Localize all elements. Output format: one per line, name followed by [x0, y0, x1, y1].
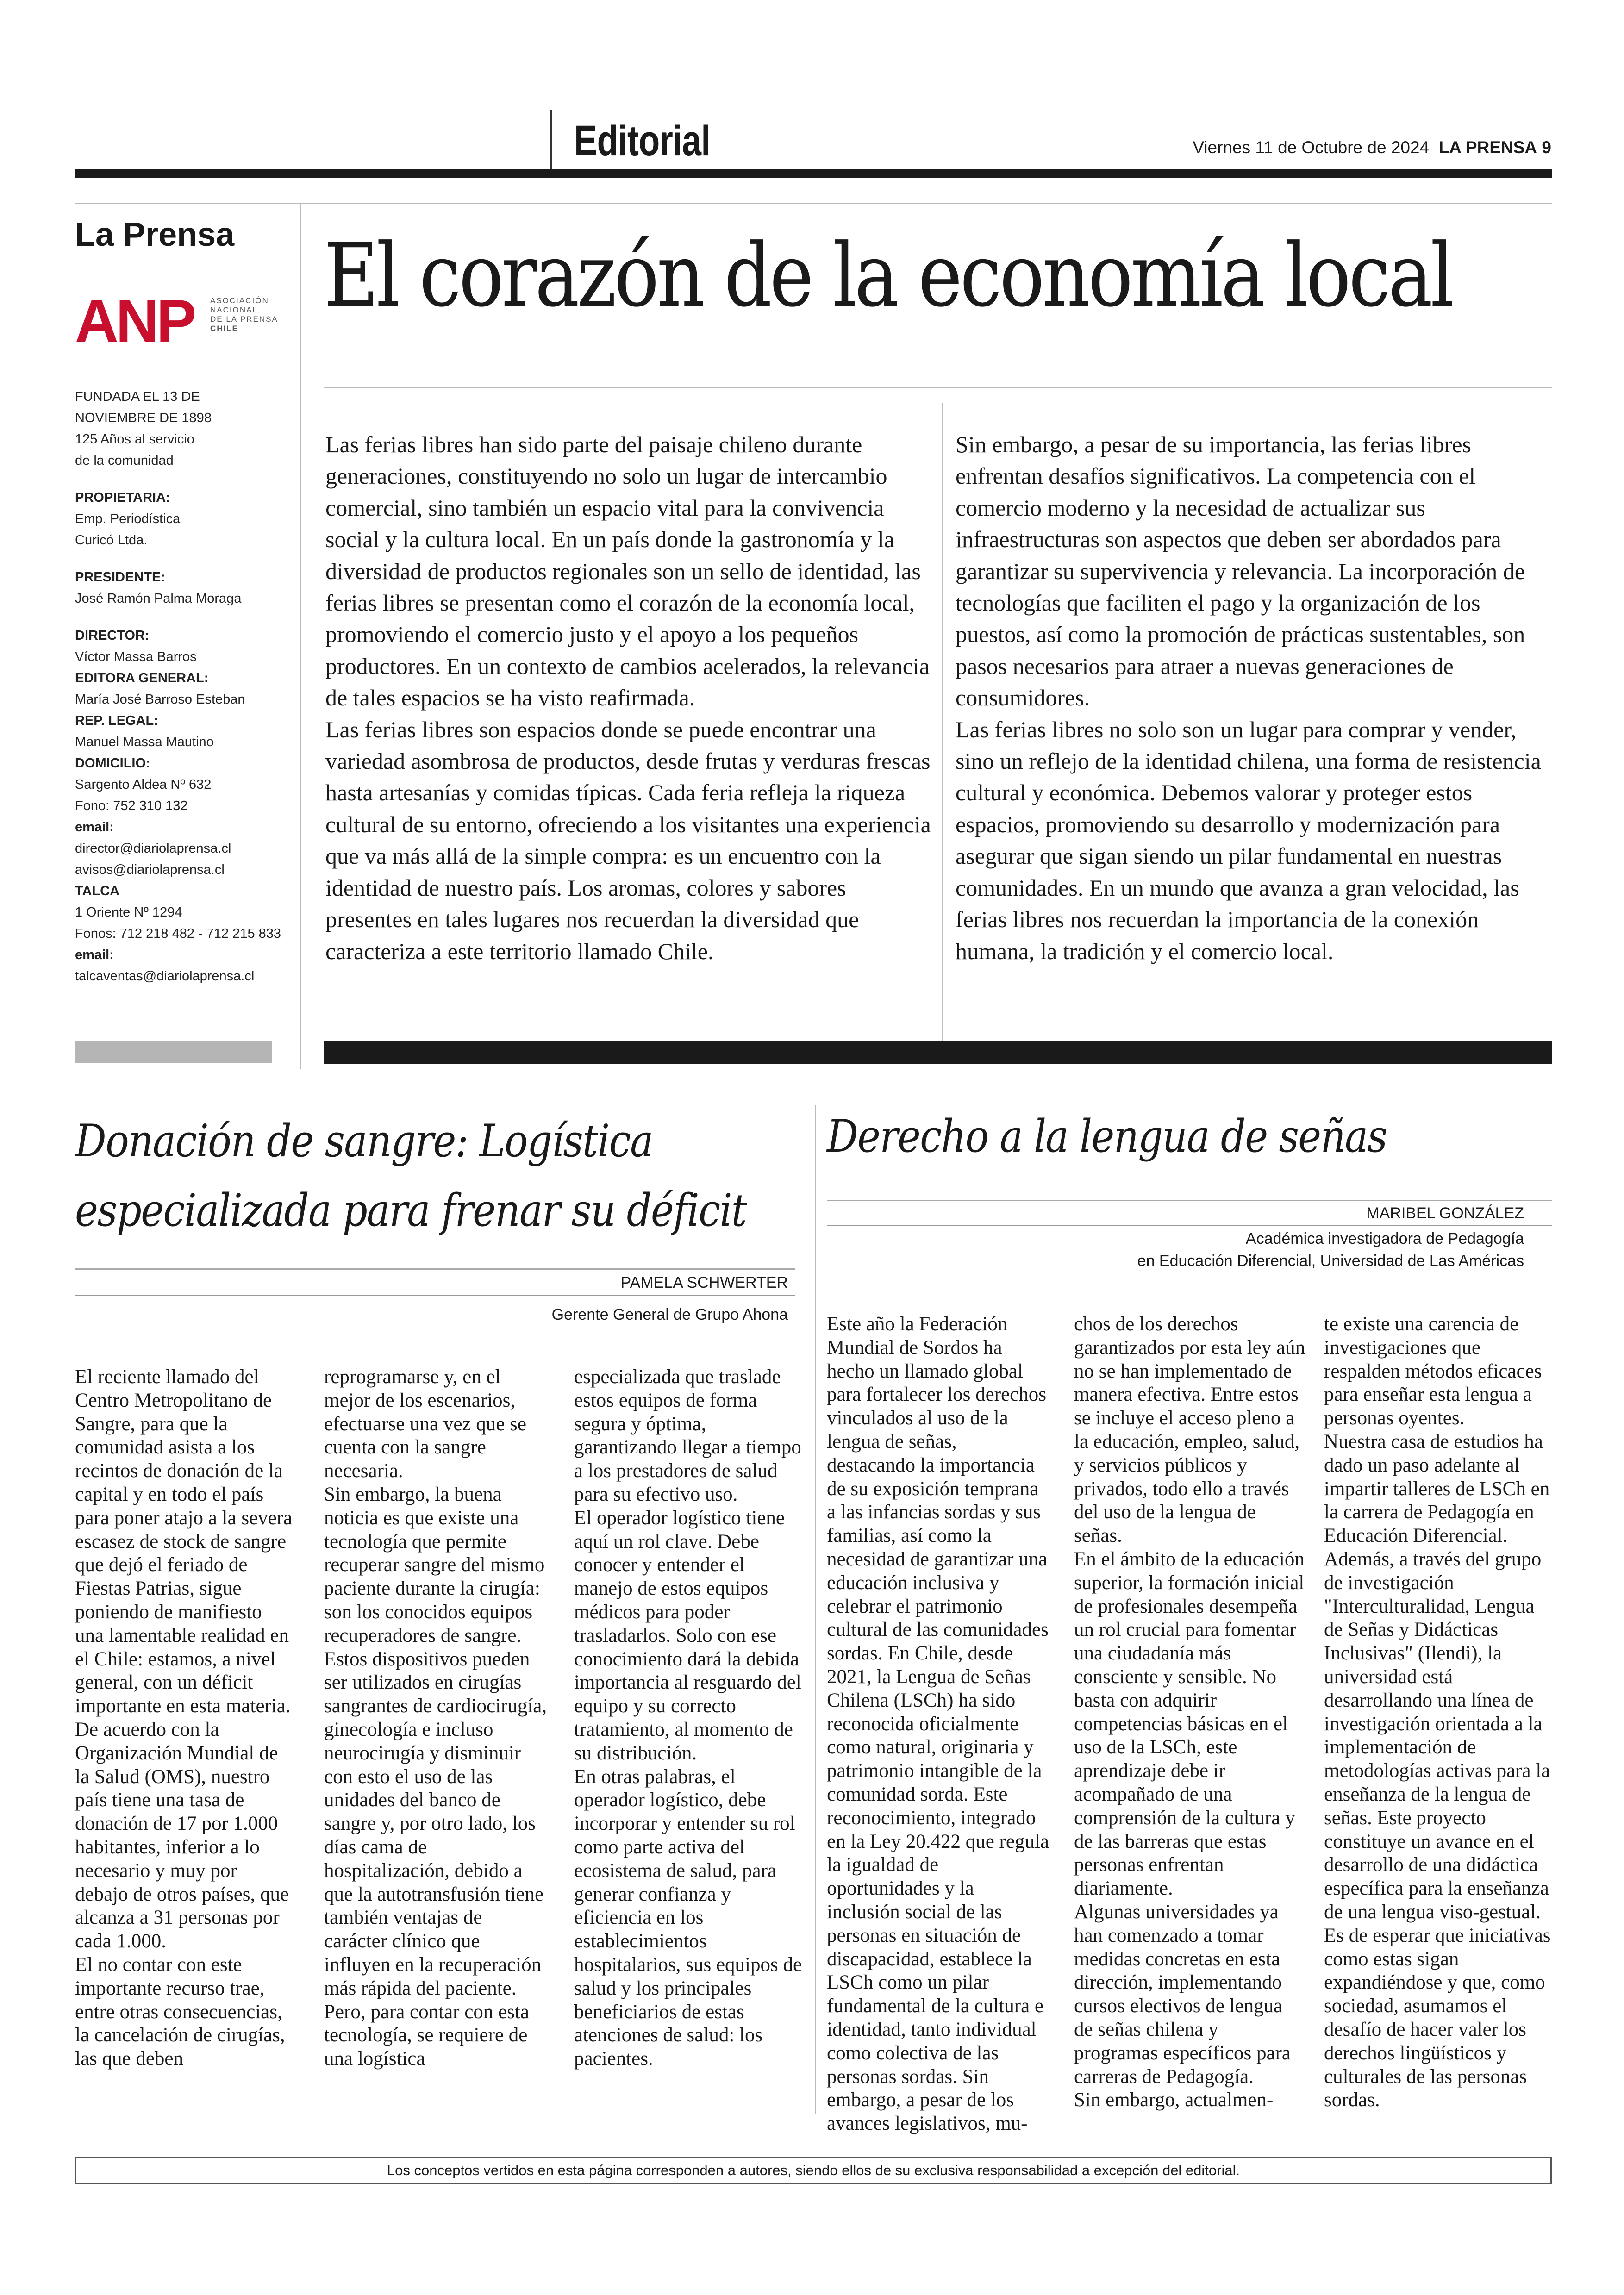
staff-label: email:: [75, 948, 114, 962]
editorial-paragraph: Las ferias libres han sido parte del paisaje chileno durante generaciones, constituyendo no solo un lugar de intercambio comercial, sino también un espacio vital para la convivencia social y la cultura local. En un país donde la gastronomía y la diversidad de productos regionales son un sello de identidad, las ferias libres se presentan como el corazón de la economía local, promoviendo el comercio justo y el apoyo a los pequeños productores. En un contexto de cambios acelerados, la relevancia de tales espacios se ha visto reafirmada.: [325, 431, 930, 711]
article2-title-rule: [827, 1200, 1552, 1201]
staff-value: director@diariolaprensa.cl: [75, 841, 231, 856]
staff-value: Emp. Periodística: [75, 511, 181, 526]
article1-title-rule: [75, 1268, 795, 1270]
staff-value: Fonos: 712 218 482 - 712 215 833: [75, 926, 281, 941]
editorial-paragraph: Sin embargo, a pesar de su importancia, las ferias libres enfrentan desafíos significativos. La competencia con el comercio moderno y la necesidad de actualizar sus infraestructuras son aspectos que deben ser abordados para garantizar su supervivencia y relevancia. La incorporación de tecnologías que faciliten el pago y la organización de los puestos, así como la promoción de prácticas sustentables, son pasos necesarios para atraer a nuevas generaciones de consumidores.: [956, 431, 1525, 711]
article1-paragraph: reprogramarse y, en el mejor de los escenarios, efectuarse una vez que se cuenta con la sangre necesaria.: [324, 1366, 526, 1482]
anp-logo-letters: ANP: [75, 287, 194, 355]
staff-value: Sargento Aldea Nº 632: [75, 777, 212, 792]
article1-paragraph: Pero, para contar con esta tecnología, se requiere de una logística: [324, 2001, 529, 2070]
editorial-paragraph: Las ferias libres son espacios donde se puede encontrar una variedad asombrosa de productos, desde frutas y verduras frescas hasta artesanías y comidas típicas. Cada feria refleja la riqueza cultural de su entorno, ofreciendo a los visitantes una experiencia que va más allá de la simple compra: es un encuentro con la identidad de nuestro país. Los aromas, colores y sabores presentes en tales lugares nos recuerdan la diversidad que caracteriza a este territorio llamado Chile.: [325, 716, 931, 964]
anp-logo: [75, 287, 279, 356]
article2-paragraph: te existe una carencia de investigaciones que respalden métodos eficaces para enseñar esta lengua a personas oyentes.: [1324, 1313, 1542, 1429]
article1-paragraph: El no contar con este importante recurso trae, entre otras consecuencias, la cancelación de cirugías, las que deben: [75, 1953, 285, 2070]
masthead-divider: [300, 204, 301, 1069]
article1-column-1: [75, 1366, 293, 2071]
founded-line: NOVIEMBRE DE 1898: [75, 411, 212, 425]
staff-label: DOMICILIO:: [75, 756, 150, 771]
article2-byline-rule: [827, 1225, 1552, 1226]
paper-name: LA PRENSA: [1438, 138, 1537, 157]
article2-column-3: [1324, 1313, 1551, 2112]
staff-label: PRESIDENTE:: [75, 570, 165, 585]
editorial-paragraph: Las ferias libres no solo son un lugar para comprar y vender, sino un reflejo de la identidad chilena, una forma de resistencia cultural y económica. Debemos valorar y proteger estos espacios, promoviendo su desarrollo y modernización para asegurar que sigan siendo un pilar fundamental en nuestras comunidades. En un mundo que avanza a gran velocidad, las ferias libres nos recuerdan la importancia de la conexión humana, la tradición y el comercio local.: [956, 716, 1541, 964]
article1-author: PAMELA SCHWERTER: [620, 1274, 788, 1291]
editorial-title-rule: [324, 387, 1552, 388]
article1-paragraph: De acuerdo con la Organización Mundial de la Salud (OMS), nuestro país tiene una tasa de donación de 17 por 1.000 habitantes, inferior a lo necesario y muy por debajo de otros países, que alcanza a 31 personas por cada 1.000.: [75, 1718, 289, 1952]
page-number: 9: [1542, 138, 1551, 157]
staff-value: avisos@diariolaprensa.cl: [75, 862, 225, 877]
editorial-bottom-bar: [324, 1041, 1552, 1064]
article2-title: Derecho a la lengua de señas: [827, 1110, 1387, 1162]
staff-label: TALCA: [75, 884, 120, 898]
page-info: [1193, 138, 1551, 157]
staff-value: talcaventas@diariolaprensa.cl: [75, 969, 255, 984]
founded-line: FUNDADA EL 13 DE: [75, 389, 200, 404]
founded-line: de la comunidad: [75, 453, 174, 468]
article1-column-2: [324, 1366, 549, 2071]
masthead-info: [75, 386, 293, 987]
staff-value: Víctor Massa Barros: [75, 649, 197, 664]
article1-column-3: [574, 1366, 806, 2071]
article2-paragraph: Sin embargo, actualmen-: [1074, 2089, 1274, 2111]
staff-value: José Ramón Palma Moraga: [75, 591, 242, 606]
anp-logo-subtitle: ASOCIACIÓN NACIONAL DE LA PRENSA CHILE: [210, 296, 278, 333]
article2-author: MARIBEL GONZÁLEZ: [1366, 1204, 1524, 1222]
article1-paragraph: En otras palabras, el operador logístico, debe incorporar y entender su rol como parte activa del ecosistema de salud, para generar confianza y eficiencia en los establecimientos hospitalarios, sus equipos de salud y los principales beneficiarios de estas atenciones de salud: los pacientes.: [574, 1765, 802, 2070]
masthead-gray-bar: [75, 1041, 272, 1063]
staff-value: Fono: 752 310 132: [75, 798, 188, 813]
header-thin-rule: [75, 203, 1552, 204]
staff-value: 1 Oriente Nº 1294: [75, 905, 182, 920]
article1-paragraph: Sin embargo, la buena noticia es que existe una tecnología que permite recuperar sangre del mismo paciente durante la cirugía: son los conocidos equipos recuperadores de sangre. Estos dispositivos pueden ser utilizados en cirugías sangrantes de cardiocirugía, ginecología e incluso neurocirugía y disminuir con esto el uso de las unidades del banco de sangre y, por otro lado, los días cama de hospitalización, debido a que la autotransfusión tiene también ventajas de carácter clínico que influyen en la recuperación más rápida del paciente.: [324, 1483, 547, 1999]
article1-title: Donación de sangre: Logística especializada para frenar su déficit: [75, 1115, 746, 1236]
editorial-headline: El corazón de la economía local: [324, 225, 1452, 326]
staff-label: DIRECTOR:: [75, 628, 150, 643]
staff-value: María José Barroso Esteban: [75, 692, 245, 707]
staff-value: Curicó Ltda.: [75, 533, 148, 548]
article2-paragraph: Nuestra casa de estudios ha dado un paso adelante al impartir talleres de LSCh en la carrera de Pedagogía en Educación Diferencial. Además, a través del grupo de investigación "Interculturalidad, Lengua de Señas y Didácticas Inclusivas" (Ilendi), la universidad está desarrollando una línea de investigación orientada a la implementación de metodologías activas para la enseñanza de la lengua de señas. Este proyecto constituye un avance en el desarrollo de una didáctica específica para la enseñanza de una lengua viso-gestual. Es de esperar que iniciativas como estas sigan expandiéndose y que, como sociedad, asumamos el desafío de hacer valer los derechos lingüísticos y culturales de las personas sordas.: [1324, 1430, 1551, 2111]
article1-author-role: Gerente General de Grupo Ahona: [551, 1306, 788, 1323]
founded-line: 125 Años al servicio: [75, 432, 194, 447]
article1-paragraph: El reciente llamado del Centro Metropolitano de Sangre, para que la comunidad asista a los recintos de donación de la capital y en todo el país para poner atajo a la severa escasez de stock de sangre que dejó el feriado de Fiestas Patrias, sigue poniendo de manifiesto una lamentable realidad en el Chile: estamos, a nivel general, con un déficit importante en esta materia.: [75, 1366, 293, 1717]
editorial-left-column: [325, 429, 932, 967]
staff-value: Manuel Massa Mautino: [75, 735, 214, 749]
article2-paragraph: Este año la Federación Mundial de Sordos ha hecho un llamado global para fortalecer los derechos vinculados al uso de la lengua de señas, destacando la importancia de su exposición temprana a las infancias sordas y sus familias, así como la necesidad de garantizar una educación inclusiva y celebrar el patrimonio cultural de las comunidades sordas. En Chile, desde 2021, la Lengua de Señas Chilena (LSCh) ha sido reconocida oficialmente como natural, originaria y patrimonio intangible de la comunidad sorda. Este reconocimiento, integrado en la Ley 20.422 que regula la igualdad de oportunidades y la inclusión social de las personas en situación de discapacidad, establece la LSCh como un pilar fundamental de la cultura e identidad, tanto individual como colectiva de las personas sordas. Sin embargo, a pesar de los avances legislativos, mu-: [827, 1313, 1049, 2135]
article2-column-1: [827, 1313, 1049, 2136]
staff-label: PROPIETARIA:: [75, 490, 170, 505]
article2-column-2: [1074, 1313, 1305, 2112]
issue-date: Viernes 11 de Octubre de 2024: [1193, 138, 1430, 157]
masthead-brand: La Prensa: [75, 216, 235, 253]
article-divider: [815, 1105, 816, 2114]
article1-byline-rule: [75, 1295, 795, 1296]
header-divider: [550, 110, 552, 170]
editorial-column-divider: [942, 403, 943, 1041]
article2-paragraph: chos de los derechos garantizados por esta ley aún no se han implementado de manera efectiva. Entre estos se incluye el acceso pleno a la educación, empleo, salud, y servicios públicos y privados, todo ello a través del uso de la lengua de señas.: [1074, 1313, 1305, 1547]
section-title: Editorial: [574, 117, 711, 164]
editorial-right-column: [956, 429, 1557, 967]
article2-author-role: Académica investigadora de Pedagogía en Educación Diferencial, Universidad de Las Américas: [1137, 1230, 1524, 1270]
article1-paragraph: El operador logístico tiene aquí un rol clave. Debe conocer y entender el manejo de estos equipos médicos para poder trasladarlos. Solo con ese conocimiento dará la debida importancia al resguardo del equipo y su correcto tratamiento, al momento de su distribución.: [574, 1507, 801, 1764]
staff-label: email:: [75, 820, 114, 835]
staff-list: [75, 487, 293, 987]
article2-paragraph: En el ámbito de la educación superior, la formación inicial de profesionales desempeña un rol crucial para fomentar una ciudadanía más consciente y sensible. No basta con adquirir competencias básicas en el uso de la LSCh, este aprendizaje debe ir acompañado de una comprensión de la cultura y de las barreras que estas personas enfrentan diariamente.: [1074, 1548, 1305, 1900]
staff-label: EDITORA GENERAL:: [75, 671, 209, 686]
article1-paragraph: especializada que traslade estos equipos de forma segura y óptima, garantizando llegar a tiempo a los prestadores de salud para su efectivo uso.: [574, 1366, 801, 1505]
article2-paragraph: Algunas universidades ya han comenzado a tomar medidas concretas en esta dirección, implementando cursos electivos de lengua de señas chilena y programas específicos para carreras de Pedagogía.: [1074, 1901, 1291, 2088]
staff-label: REP. LEGAL:: [75, 713, 158, 728]
header-rule: [75, 169, 1552, 178]
footer-disclaimer: Los conceptos vertidos en esta página corresponden a autores, siendo ellos de su exclusiva responsabilidad a excepción del editorial.: [75, 2157, 1552, 2184]
